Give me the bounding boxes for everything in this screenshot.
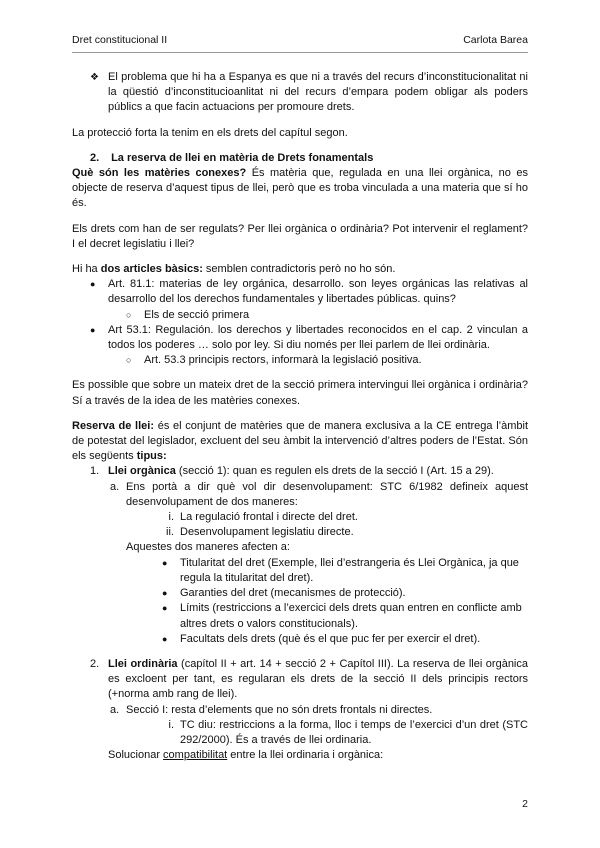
desenvolupament-legislatiu-text: Desenvolupament legislatiu directe. bbox=[180, 526, 354, 539]
roman-marker: i. bbox=[168, 718, 174, 731]
roman-item-tc-diu bbox=[168, 718, 528, 748]
bullet-icon: ● bbox=[90, 279, 96, 290]
section-title: La reserva de llei en matèria de Drets fonamentals bbox=[111, 151, 374, 164]
list-item-art81 bbox=[90, 277, 528, 307]
numbered-item-llei-ordinaria bbox=[90, 657, 528, 703]
header-divider bbox=[72, 52, 528, 53]
paragraph-drets: Els drets com han de ser regulats? Per llei orgànica o ordinària? Pot intervenir el reglament? I el decret legislatiu i llei? bbox=[72, 222, 528, 250]
limits-text: Límits (restriccions a l’exercici dels drets quan entren en conflicte amb altres drets o valors constitucionals). bbox=[180, 602, 522, 630]
seccio-primera-text: Els de secció primera bbox=[144, 308, 250, 321]
bullet-icon: ● bbox=[162, 557, 168, 568]
letter-marker: a. bbox=[110, 703, 120, 716]
bullet-icon: ● bbox=[162, 603, 168, 614]
diamond-bullet-paragraph bbox=[90, 70, 528, 116]
solucionar-text: Solucionar bbox=[108, 749, 164, 762]
page-number: 2 bbox=[522, 798, 528, 810]
question-lead: Què són les matèries conexes? bbox=[72, 167, 247, 180]
facultats-text: Facultats dels drets (què és el que puc fer per exercir el dret). bbox=[180, 632, 481, 645]
roman-item-desenvolupament-legislatiu bbox=[166, 525, 528, 540]
bullet-garanties bbox=[162, 586, 528, 601]
art53-text: Art 53.1: Regulación. los derechos y libertades reconocidos en el cap. 2 vinculan a todos los poderes … solo por ley. Si diu només per llei parlem de llei ordinària. bbox=[108, 323, 528, 352]
paragraph-materies-conexes bbox=[72, 166, 528, 212]
reserva-rest: és el conjunt de matèries que de manera exclusiva a la CE entrega l’àmbit de potestat del legislador, excluent del seu àmbit la intervenció d’altres poders de l’Estat. Són els segϋents bbox=[72, 419, 528, 463]
titularitat-text: Titularitat del dret (Exemple, llei d’estrangeria és Llei Orgànica, ja que regula la titularitat del dret). bbox=[180, 556, 519, 584]
header-course-title: Dret constitucional II bbox=[72, 34, 168, 46]
solucionar-rest: entre la llei ordinaria i orgànica: bbox=[227, 749, 384, 762]
llei-ordinaria-rest: (capítol II + art. 14 + secció 2 + Capítol III). La reserva de llei orgànica es excloent per tant, es regularan els drets de la secció II dels principis rectors (+norma amb rang de llei). bbox=[108, 657, 528, 701]
roman-marker: ii. bbox=[166, 526, 174, 539]
page-content bbox=[72, 70, 528, 763]
paragraph-protection: La protecció forta la tenim en els drets del capítul segon. bbox=[72, 126, 348, 139]
number-marker: 1. bbox=[90, 465, 100, 478]
tc-diu-text: TC diu: restriccions a la forma, lloc i temps de l’exercici d’un dret (STC 292/2000). És a través de llei ordinaria. bbox=[180, 718, 528, 746]
paragraph-es-possible: Es possible que sobre un mateix dret de la secció primera intervingui llei orgànica i ordinària? Sí a través de la idea de les matèries conexes. bbox=[72, 379, 528, 407]
llei-ordinaria-lead: Llei ordinària bbox=[108, 657, 178, 670]
art81-text: Art. 81.1: materias de ley orgánica, desarrollo. son leyes orgánicas las relativas al desarrollo del los derechos fundamentales y libertades públicas. quins? bbox=[108, 278, 528, 306]
list-item-art53 bbox=[90, 323, 528, 353]
letter-item-seccio-i bbox=[110, 703, 528, 718]
paragraph-articles bbox=[72, 262, 528, 277]
roman-item-regulacio bbox=[168, 510, 528, 525]
question-rest: És matèria que, regulada en una llei orgànica, no es objecte de reserva d’aquest tipus de llei, però que es troba vinculada a una materia que sí ho és. bbox=[72, 167, 528, 210]
bullet-limits bbox=[162, 601, 528, 631]
letter-item-desenvolupament bbox=[110, 480, 528, 510]
bullet-icon: ● bbox=[162, 633, 168, 644]
section-heading bbox=[90, 151, 528, 166]
diamond-bullet-icon: ❖ bbox=[90, 72, 99, 83]
reserva-tipus: tipus: bbox=[136, 450, 167, 463]
llei-organica-lead: Llei orgànica bbox=[108, 465, 176, 478]
aquestes-maneres: Aquestes dos maneres afecten a: bbox=[126, 541, 290, 554]
paragraph-reserva-llei bbox=[72, 419, 528, 465]
garanties-text: Garanties del dret (mecanismes de protecció). bbox=[180, 587, 406, 600]
articles-rest: semblen contradictoris però no ho són. bbox=[202, 263, 396, 276]
desenvolupament-text: Ens portà a dir què vol dir desenvolupament: STC 6/1982 defineix aquest desenvolupament de dos maneres: bbox=[126, 480, 528, 508]
section-number: 2. bbox=[90, 151, 100, 164]
roman-marker: i. bbox=[168, 511, 174, 524]
bullet-icon: ● bbox=[90, 324, 96, 335]
header-author: Carlota Barea bbox=[463, 34, 528, 46]
bullet-facultats bbox=[162, 632, 528, 647]
letter-marker: a. bbox=[110, 480, 120, 493]
reserva-lead: Reserva de llei: bbox=[72, 419, 154, 432]
art533-text: Art. 53.3 principis rectors, informarà la legislació positiva. bbox=[144, 354, 422, 367]
seccio-i-text: Secció I: resta d’elements que no són drets frontals ni directes. bbox=[126, 703, 433, 716]
numbered-item-llei-organica bbox=[90, 464, 528, 479]
articles-bold: dos articles bàsics: bbox=[100, 263, 203, 276]
solucionar-compatibilitat bbox=[108, 748, 528, 763]
diamond-text: El problema que hi ha a Espanya es que ni a través del recurs d’inconstitucionalitat ni la qüestió d’inconstitucioanlitat ni del recurs d’empara podem obligar als poders públics a que facin actuacions per promoure drets. bbox=[108, 71, 528, 114]
regulacio-text: La regulació frontal i directe del dret. bbox=[180, 511, 358, 524]
compatibilitat-underlined: compatibilitat bbox=[163, 749, 228, 762]
bullet-titularitat bbox=[162, 556, 528, 586]
articles-intro: Hi ha bbox=[72, 263, 101, 276]
circle-bullet-icon: ○ bbox=[126, 309, 132, 320]
circle-bullet-icon: ○ bbox=[126, 355, 132, 366]
number-marker: 2. bbox=[90, 657, 100, 670]
sublist-item-seccio-primera bbox=[126, 308, 528, 323]
sublist-item-art533 bbox=[126, 353, 528, 368]
llei-organica-rest: (secció 1): quan es regulen els drets de la secció I (Art. 15 a 29). bbox=[175, 465, 494, 478]
bullet-icon: ● bbox=[162, 588, 168, 599]
